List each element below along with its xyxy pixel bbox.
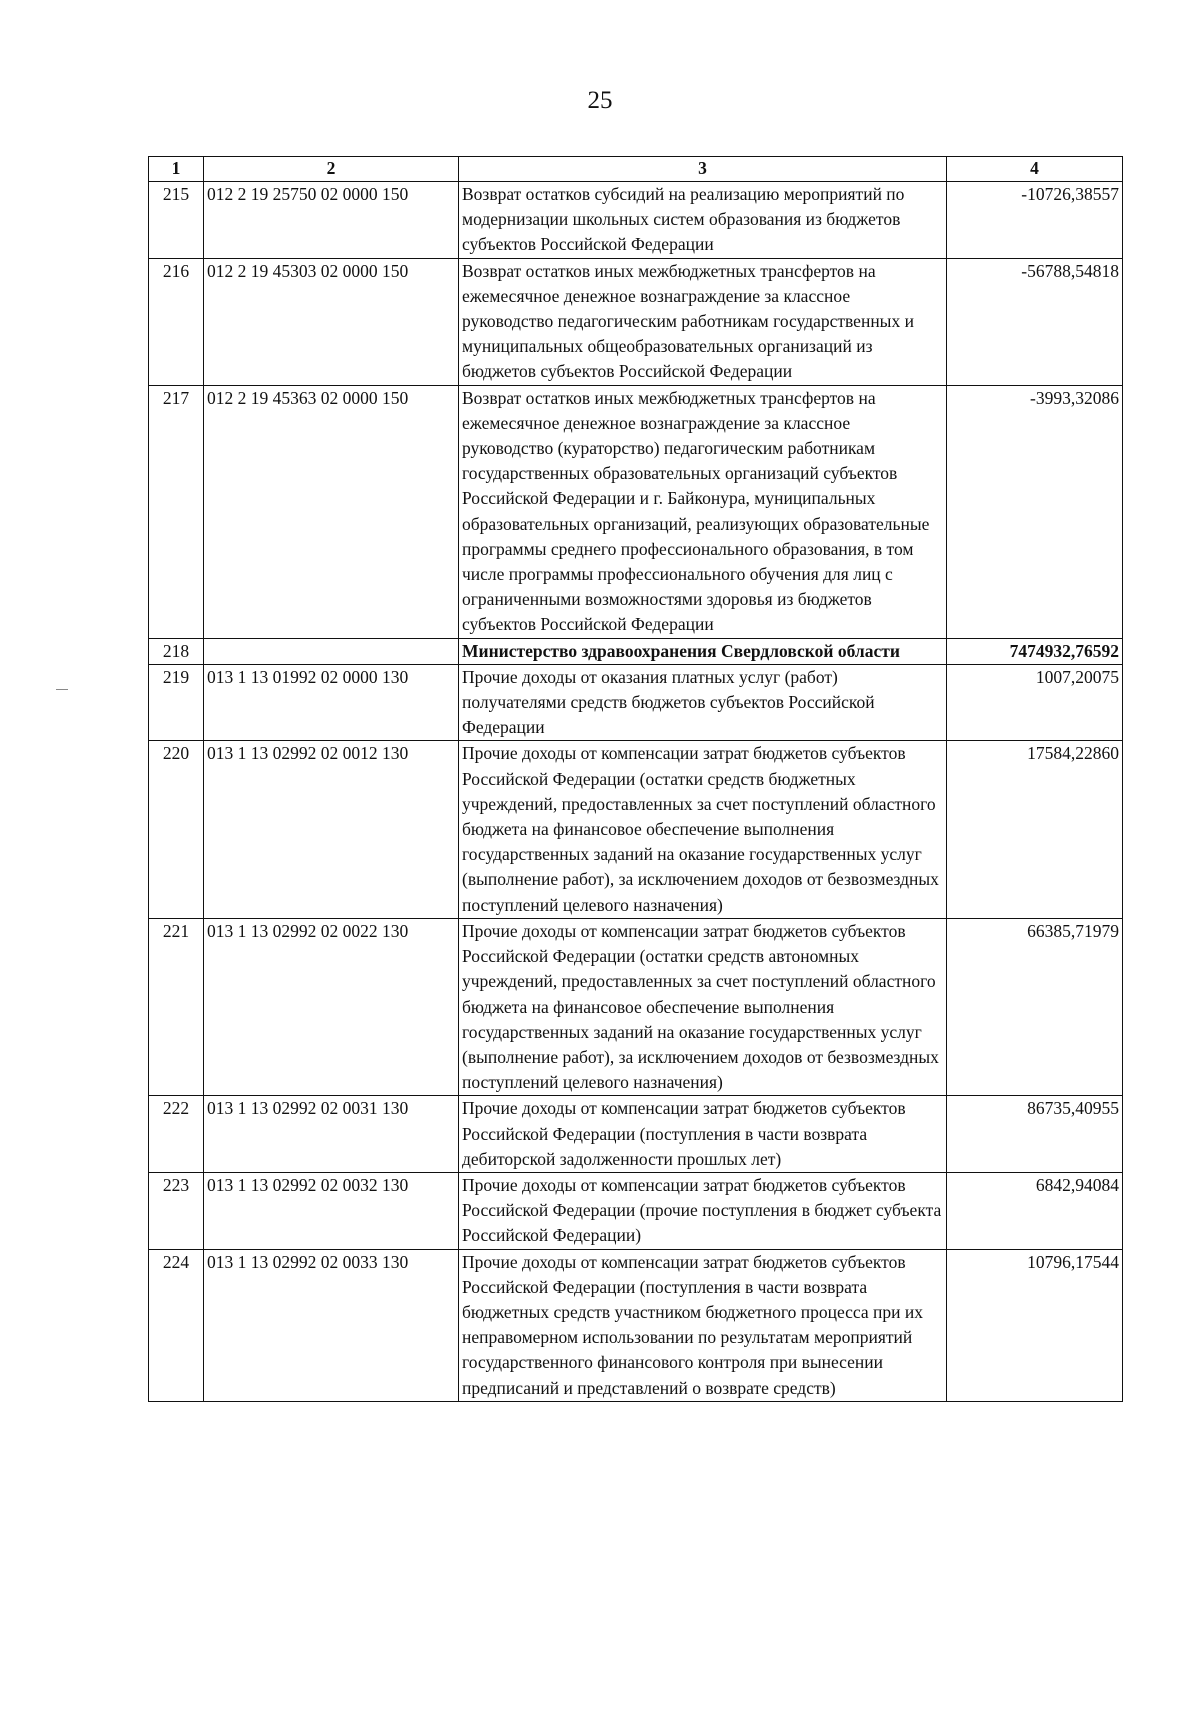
budget-code-cell: 013 1 13 02992 02 0031 130 — [204, 1096, 459, 1173]
table-row — [149, 182, 1123, 259]
row-number-cell: 224 — [149, 1249, 204, 1401]
amount-cell: 17584,22860 — [947, 741, 1123, 918]
table-body — [149, 182, 1123, 1402]
row-number-cell: 219 — [149, 664, 204, 741]
table-row — [149, 1249, 1123, 1401]
description-cell: Прочие доходы от оказания платных услуг (работ) получателями средств бюджетов субъектов Российской Федерации — [459, 664, 947, 741]
revenue-table — [148, 156, 1123, 1402]
description-cell: Прочие доходы от компенсации затрат бюджетов субъектов Российской Федерации (остатки средств автономных учреждений, предоставленных за счет поступлений областного бюджета на финансовое обеспечение выполнения государственных заданий на оказание государственных услуг (выполнение работ), за исключением доходов от безвозмездных поступлений целевого назначения) — [459, 918, 947, 1095]
description-cell: Возврат остатков иных межбюджетных трансфертов на ежемесячное денежное вознаграждение за классное руководство педагогическим работникам государственных и муниципальных общеобразовательных организаций из бюджетов субъектов Российской Федерации — [459, 258, 947, 385]
scan-mark — [56, 689, 68, 690]
budget-code-cell: 012 2 19 45363 02 0000 150 — [204, 385, 459, 638]
amount-cell: -10726,38557 — [947, 182, 1123, 259]
row-number-cell: 222 — [149, 1096, 204, 1173]
budget-code-cell: 012 2 19 45303 02 0000 150 — [204, 258, 459, 385]
table-row — [149, 918, 1123, 1095]
table-row — [149, 385, 1123, 638]
amount-cell: 7474932,76592 — [947, 638, 1123, 664]
table-row — [149, 258, 1123, 385]
amount-cell: 10796,17544 — [947, 1249, 1123, 1401]
row-number-cell: 216 — [149, 258, 204, 385]
amount-cell: 86735,40955 — [947, 1096, 1123, 1173]
row-number-cell: 218 — [149, 638, 204, 664]
table-row — [149, 741, 1123, 918]
description-cell: Министерство здравоохранения Свердловской области — [459, 638, 947, 664]
budget-code-cell: 013 1 13 02992 02 0032 130 — [204, 1172, 459, 1249]
description-cell: Прочие доходы от компенсации затрат бюджетов субъектов Российской Федерации (прочие поступления в бюджет субъекта Российской Федерации) — [459, 1172, 947, 1249]
amount-cell: -3993,32086 — [947, 385, 1123, 638]
description-cell: Прочие доходы от компенсации затрат бюджетов субъектов Российской Федерации (поступления в части возврата дебиторской задолженности прошлых лет) — [459, 1096, 947, 1173]
row-number-cell: 217 — [149, 385, 204, 638]
table-row — [149, 638, 1123, 664]
column-header-amount: 4 — [947, 157, 1123, 182]
column-header-description: 3 — [459, 157, 947, 182]
row-number-cell: 223 — [149, 1172, 204, 1249]
amount-cell: 1007,20075 — [947, 664, 1123, 741]
budget-code-cell: 013 1 13 02992 02 0012 130 — [204, 741, 459, 918]
description-cell: Возврат остатков субсидий на реализацию мероприятий по модернизации школьных систем образования из бюджетов субъектов Российской Федерации — [459, 182, 947, 259]
page-number: 25 — [587, 87, 613, 114]
row-number-cell: 215 — [149, 182, 204, 259]
description-cell: Прочие доходы от компенсации затрат бюджетов субъектов Российской Федерации (поступления в части возврата бюджетных средств участником бюджетного процесса при их неправомерном использовании по результатам мероприятий государственного финансового контроля при вынесении предписаний и представлений о возврате средств) — [459, 1249, 947, 1401]
description-cell: Возврат остатков иных межбюджетных трансфертов на ежемесячное денежное вознаграждение за классное руководство (кураторство) педагогическим работникам государственных образовательных организаций субъектов Российской Федерации и г. Байконура, муниципальных образовательных организаций, реализующих образовательные программы среднего профессионального образования, в том числе программы профессионального обучения для лиц с ограниченными возможностями здоровья из бюджетов субъектов Российской Федерации — [459, 385, 947, 638]
budget-code-cell: 013 1 13 02992 02 0022 130 — [204, 918, 459, 1095]
table-row — [149, 1172, 1123, 1249]
description-cell: Прочие доходы от компенсации затрат бюджетов субъектов Российской Федерации (остатки средств бюджетных учреждений, предоставленных за счет поступлений областного бюджета на финансовое обеспечение выполнения государственных заданий на оказание государственных услуг (выполнение работ), за исключением доходов от безвозмездных поступлений целевого назначения) — [459, 741, 947, 918]
amount-cell: 6842,94084 — [947, 1172, 1123, 1249]
budget-code-cell: 013 1 13 02992 02 0033 130 — [204, 1249, 459, 1401]
amount-cell: 66385,71979 — [947, 918, 1123, 1095]
column-header-code: 2 — [204, 157, 459, 182]
amount-cell: -56788,54818 — [947, 258, 1123, 385]
budget-code-cell: 013 1 13 01992 02 0000 130 — [204, 664, 459, 741]
table-row — [149, 1096, 1123, 1173]
column-header-number: 1 — [149, 157, 204, 182]
table-row — [149, 664, 1123, 741]
budget-code-cell: 012 2 19 25750 02 0000 150 — [204, 182, 459, 259]
row-number-cell: 221 — [149, 918, 204, 1095]
header-row — [149, 157, 1123, 182]
row-number-cell: 220 — [149, 741, 204, 918]
budget-code-cell — [204, 638, 459, 664]
